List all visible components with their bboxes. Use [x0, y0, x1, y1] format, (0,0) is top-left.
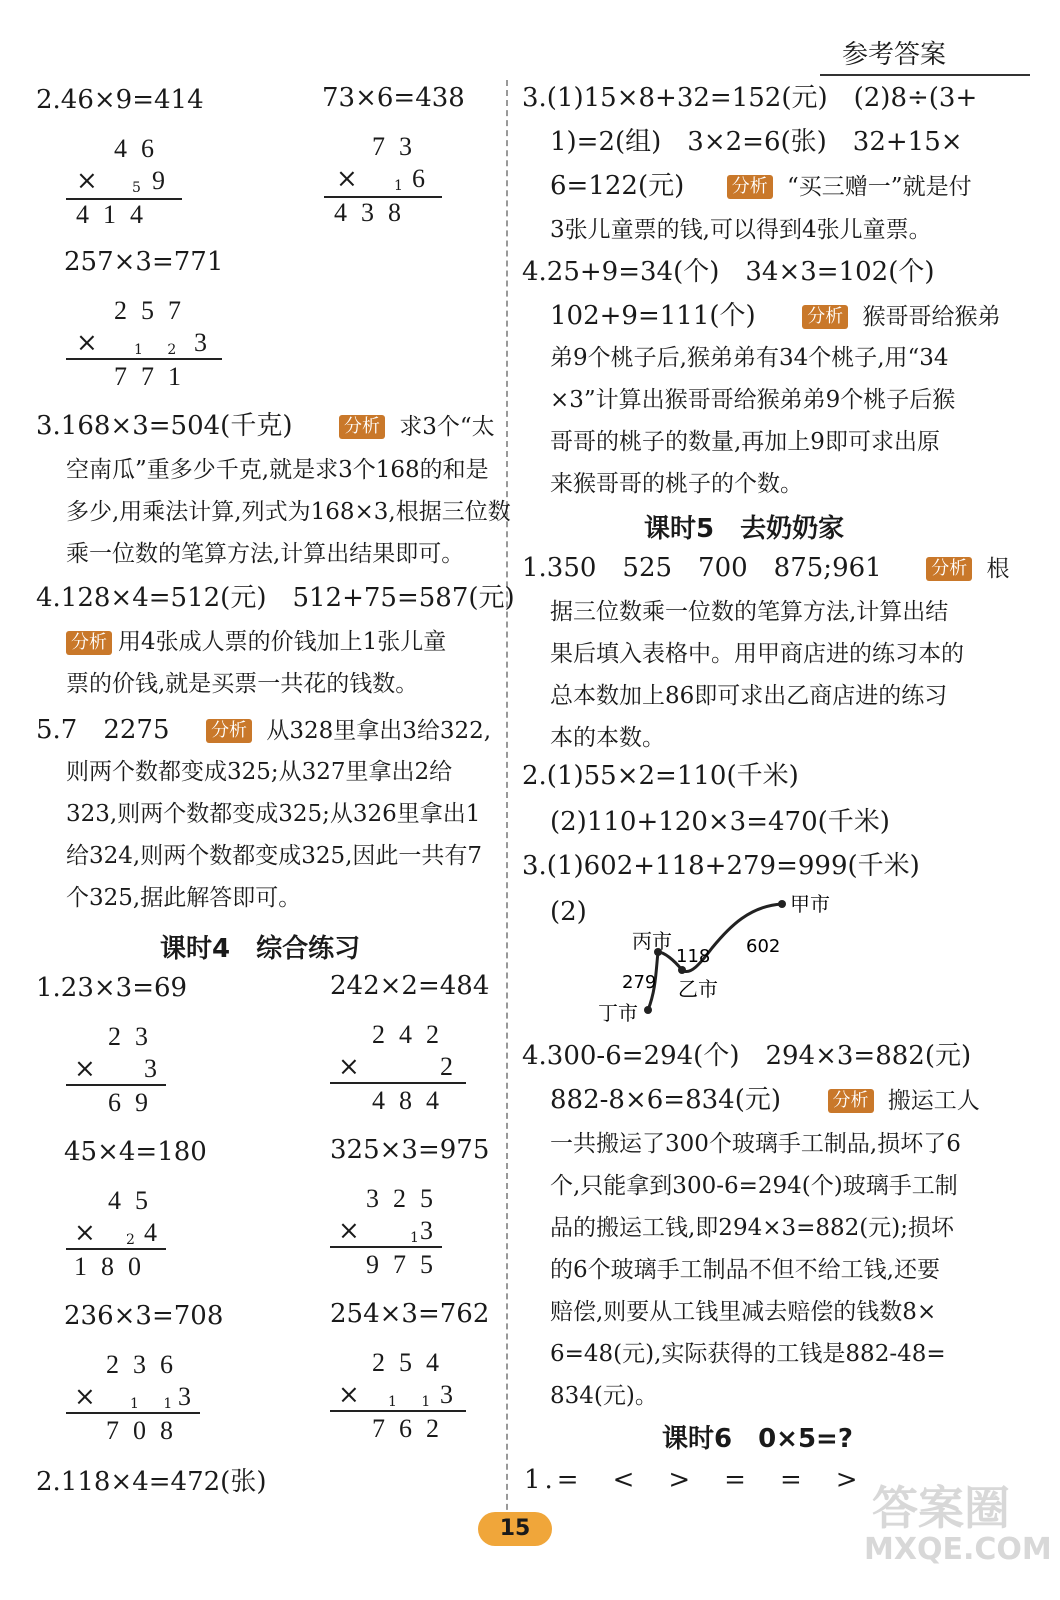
calc-rule	[66, 1412, 200, 1414]
calc-top: 23	[108, 1022, 162, 1051]
l-q3-line3: 多少,用乘法计算,列式为168×3,根据三位数	[66, 499, 511, 525]
calc-multiplier: 3	[144, 1054, 171, 1083]
calc-rule	[330, 1082, 466, 1084]
calc-multiplier: 2	[440, 1052, 467, 1081]
calc-result: 975	[366, 1250, 447, 1279]
calc-result: 762	[372, 1414, 453, 1443]
l4-q1b-eq: 242×2=484	[330, 971, 490, 1001]
r-l5q4-line7: 赔偿,则要从工钱里减去赔偿的钱数8×	[550, 1299, 937, 1325]
calc-result: 708	[106, 1416, 187, 1445]
lesson5-title: 课时5 去奶奶家	[644, 514, 845, 544]
l-q3-line2: 空南瓜”重多少千克,就是求3个168的和是	[66, 457, 489, 483]
calc-rule	[66, 1248, 166, 1250]
l-q4-text: 用4张成人票的价钱加上1张儿童	[118, 629, 447, 655]
watermark-url: MXQE.COM	[864, 1532, 1052, 1567]
l-q2c-eq: 257×3=771	[64, 247, 224, 277]
analysis-badge: 分析	[727, 175, 773, 199]
calc-result: 484	[372, 1086, 453, 1115]
calc-top: 242	[372, 1020, 453, 1049]
r-l5q3-line1: 3.(1)602+118+279=999(千米)	[522, 851, 920, 881]
carry-digit: 2	[126, 1232, 135, 1248]
carry-digit: 1 1	[388, 1394, 441, 1410]
l-q5-line3: 323,则两个数都变成325;从326里拿出1	[66, 801, 481, 827]
r-l5q1-line5: 本的本数。	[550, 725, 665, 751]
l-q2a-eq: 2.46×9=414	[36, 85, 204, 115]
calc-multiplier: 3	[440, 1380, 467, 1409]
analysis-badge: 分析	[206, 719, 252, 743]
r-q4-line6: 来猴哥哥的桃子的个数。	[550, 471, 803, 497]
times-sign: ×	[76, 166, 98, 196]
column-divider	[506, 80, 508, 1540]
calc-multiplier: 3	[194, 328, 221, 357]
calc-multiplier: 4	[144, 1218, 171, 1247]
header-box	[820, 30, 1030, 76]
calc-multiplier: 9	[152, 166, 179, 195]
l-q3-line4: 乘一位数的笔算方法,计算出结果即可。	[66, 541, 465, 567]
l4-q1c-eq: 45×4=180	[64, 1137, 207, 1167]
l-q5-line5: 个325,据此解答即可。	[66, 885, 302, 911]
r-l5q2-line2: (2)110+120×3=470(千米)	[550, 807, 890, 837]
r-l5q4-line3: 一共搬运了300个玻璃手工制品,损坏了6	[550, 1131, 961, 1157]
r-l5q4-line9: 834(元)。	[550, 1383, 658, 1409]
r-l5q4-line2	[550, 1080, 980, 1121]
l4-q2-eq: 2.118×4=472(张)	[36, 1467, 267, 1497]
watermark-logo: 答案圈	[872, 1481, 1010, 1535]
l-q3-line1	[36, 406, 495, 447]
ding-point	[644, 1006, 652, 1014]
times-sign: ×	[74, 1054, 96, 1084]
jia-point	[778, 900, 786, 908]
map-label-jia: 甲市	[790, 892, 830, 916]
r-l5q1-line2: 据三位数乘一位数的笔算方法,计算出结	[550, 599, 949, 625]
r-q3-line4: 3张儿童票的钱,可以得到4张儿童票。	[550, 217, 932, 243]
r-q4-eq: 102+9=111(个)	[550, 301, 756, 331]
l4-q1a-eq: 1.23×3=69	[36, 973, 188, 1003]
calc-rule	[330, 1246, 442, 1248]
r-l5q4-text: 搬运工人	[887, 1088, 980, 1114]
l-q5-line4: 给324,则两个数都变成325,因此一共有7	[66, 843, 483, 869]
map-dist-602: 602	[746, 936, 781, 957]
r-l5q1-text: 根	[986, 556, 1010, 582]
calc-rule	[66, 1084, 166, 1086]
r-l5q4-line4: 个,只能拿到300-6=294(个)玻璃手工制	[550, 1173, 958, 1199]
times-sign: ×	[74, 1218, 96, 1248]
l-q4-line1: 4.128×4=512(元) 512+75=587(元)	[36, 583, 515, 613]
times-sign: ×	[338, 1216, 360, 1246]
r-l5q3-line2: (2)	[550, 897, 587, 927]
carry-digit: 1	[410, 1230, 419, 1246]
calc-top: 257	[114, 296, 195, 325]
calc-top: 254	[372, 1348, 453, 1377]
r-l5q1-line3: 果后填入表格中。用甲商店进的练习本的	[550, 641, 964, 667]
r-q4-line5: 哥哥的桃子的数量,再加上9即可求出原	[550, 429, 940, 455]
calc-top: 325	[366, 1184, 447, 1213]
calc-result: 414	[76, 200, 157, 229]
calc-multiplier: 6	[412, 164, 439, 193]
l-q3-text: 求3个“太	[399, 414, 495, 440]
map-label-ding: 丁市	[598, 1001, 638, 1025]
r-l5q4-line8: 6=48(元),实际获得的工钱是882-48=	[550, 1341, 946, 1367]
yi-point	[678, 966, 686, 974]
r-l5q1-line1	[522, 548, 1010, 589]
times-sign: ×	[338, 1052, 360, 1082]
analysis-badge: 分析	[802, 305, 848, 329]
carry-digit: 1	[394, 178, 403, 194]
calc-result: 771	[114, 362, 195, 391]
r-l5q2-line1: 2.(1)55×2=110(千米)	[522, 761, 799, 791]
lesson6-title: 课时6 0×5=?	[662, 1424, 853, 1454]
r-l5q4-line1: 4.300-6=294(个) 294×3=882(元)	[522, 1041, 972, 1071]
l4-q1e-eq: 236×3=708	[64, 1301, 224, 1331]
map-label-bing: 丙市	[632, 929, 672, 953]
r-q3-line1: 3.(1)15×8+32=152(元) (2)8÷(3+	[522, 83, 978, 113]
calc-top: 73	[372, 132, 426, 161]
r-l5q1-ans: 1.350 525 700 875;961	[522, 553, 882, 583]
r-q4-line3: 弟9个桃子后,猴弟弟有34个桃子,用“34	[550, 345, 949, 371]
l4-q1f-eq: 254×3=762	[330, 1299, 490, 1329]
r-l5q4-line5: 品的搬运工钱,即294×3=882(元);损坏	[550, 1215, 954, 1241]
times-sign: ×	[338, 1380, 360, 1410]
l4-q1d-eq: 325×3=975	[330, 1135, 490, 1165]
carry-digit: 1 1	[130, 1396, 183, 1412]
l-q5-line2: 则两个数都变成325;从327里拿出2给	[66, 759, 453, 785]
r-q3-line3	[550, 166, 972, 207]
r-q4-line4: ×3”计算出猴哥哥给猴弟弟9个桃子后猴	[550, 387, 956, 413]
l-q3-eq: 3.168×3=504(千克)	[36, 411, 293, 441]
r-q4-text: 猴哥哥给猴弟	[862, 304, 1001, 330]
map-dist-279: 279	[622, 972, 657, 993]
r-q3-line2: 1)=2(组) 3×2=6(张) 32+15×	[550, 127, 963, 157]
calc-result: 180	[74, 1252, 155, 1281]
l-q5-ans: 5.7 2275	[36, 715, 170, 745]
route-map	[590, 886, 850, 1036]
times-sign: ×	[76, 328, 98, 358]
header-title: 参考答案	[842, 40, 947, 70]
calc-result: 438	[334, 198, 415, 227]
analysis-badge: 分析	[66, 631, 112, 655]
lesson4-title: 课时4 综合练习	[160, 934, 361, 964]
calc-top: 45	[108, 1186, 162, 1215]
analysis-badge: 分析	[828, 1089, 874, 1113]
calc-top: 236	[106, 1350, 187, 1379]
r-q3-eq: 6=122(元)	[550, 171, 685, 201]
r-q4-line1: 4.25+9=34(个) 34×3=102(个)	[522, 257, 935, 287]
analysis-badge: 分析	[926, 557, 972, 581]
map-label-yi: 乙市	[678, 977, 718, 1001]
carry-digit: 1 2	[134, 342, 187, 358]
calc-result: 69	[108, 1088, 162, 1117]
l-q5-text: 从328里拿出3给322,	[266, 718, 492, 744]
r-l5q1-line4: 总本数加上86即可求出乙商店进的练习	[550, 683, 948, 709]
calc-rule	[66, 358, 222, 360]
calc-multiplier: 3	[420, 1216, 447, 1245]
l-q4-line3: 票的价钱,就是买票一共花的钱数。	[66, 671, 419, 697]
l-q2b-eq: 73×6=438	[322, 83, 465, 113]
r-l6q1: 1.= < > = = >	[524, 1465, 862, 1495]
calc-top: 46	[114, 134, 168, 163]
analysis-badge: 分析	[339, 415, 385, 439]
calc-multiplier: 3	[178, 1382, 205, 1411]
times-sign: ×	[336, 164, 358, 194]
calc-rule	[330, 1410, 466, 1412]
r-q3-text: “买三赠一”就是付	[787, 174, 972, 200]
times-sign: ×	[74, 1382, 96, 1412]
r-l5q4-line6: 的6个玻璃手工制品不但不给工钱,还要	[550, 1257, 940, 1283]
carry-digit: 5	[132, 180, 141, 196]
l-q5-line1	[36, 710, 491, 751]
l-q4-line2	[66, 622, 446, 662]
r-l5q4-eq: 882-8×6=834(元)	[550, 1085, 781, 1115]
r-q4-line2	[550, 296, 1000, 337]
page-number: 15	[478, 1512, 552, 1546]
map-dist-118: 118	[676, 946, 711, 967]
